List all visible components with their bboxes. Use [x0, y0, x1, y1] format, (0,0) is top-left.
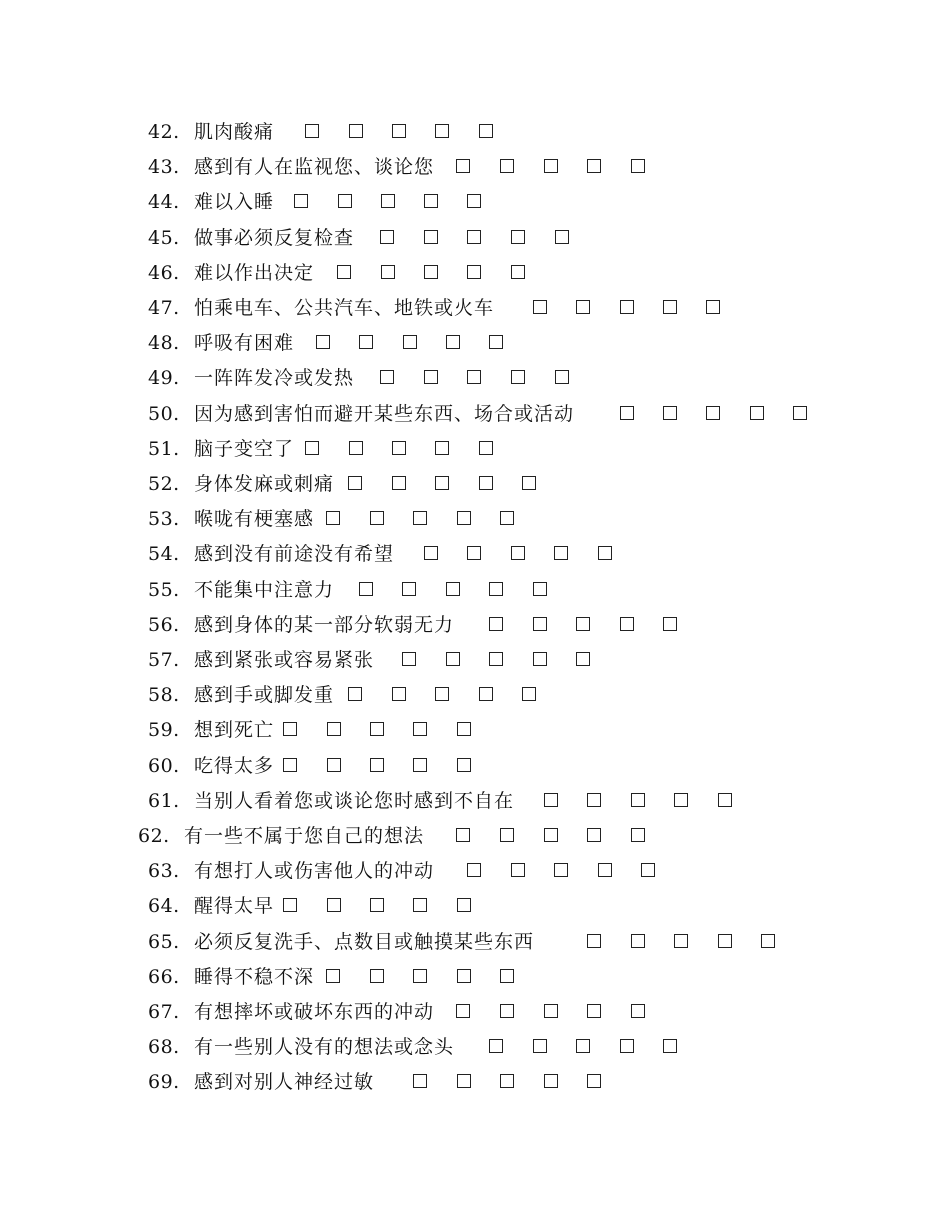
question-number: 69. [148, 1071, 180, 1094]
question-row [0, 190, 950, 225]
question-row [0, 507, 950, 542]
answer-checkbox-3[interactable] [446, 582, 460, 596]
answer-checkbox-2[interactable] [500, 1004, 514, 1018]
question-row [0, 120, 950, 155]
answer-checkbox-5[interactable] [457, 898, 471, 912]
question-text: 因为感到害怕而避开某些东西、场合或活动 [194, 402, 575, 425]
question-text: 感到手或脚发重 [194, 684, 335, 707]
answer-checkbox-3[interactable] [706, 406, 720, 420]
answer-checkbox-3[interactable] [370, 898, 384, 912]
answer-checkbox-4[interactable] [479, 687, 493, 701]
question-row [0, 296, 950, 331]
answer-checkbox-5[interactable] [467, 194, 481, 208]
answer-checkbox-4[interactable] [511, 370, 525, 384]
answer-checkbox-3[interactable] [381, 194, 395, 208]
answer-checkbox-5[interactable] [576, 652, 590, 666]
question-number: 42. [148, 121, 180, 143]
answer-checkbox-2[interactable] [631, 934, 645, 948]
answer-checkbox-1[interactable] [456, 159, 470, 173]
question-row [0, 648, 950, 683]
question-number: 67. [148, 1001, 180, 1023]
question-number: 64. [148, 895, 180, 918]
question-text: 感到身体的某一部分软弱无力 [194, 613, 455, 636]
question-text: 感到没有前途没有希望 [194, 543, 395, 566]
answer-checkbox-5[interactable] [479, 441, 493, 455]
question-text: 呼吸有困难 [194, 332, 295, 355]
question-text: 喉咙有梗塞感 [194, 508, 315, 531]
answer-checkbox-3[interactable] [489, 652, 503, 666]
answer-checkbox-3[interactable] [554, 863, 568, 877]
answer-checkbox-3[interactable] [370, 722, 384, 736]
answer-checkbox-1[interactable] [424, 546, 438, 560]
question-number: 52. [148, 473, 180, 495]
question-text: 肌肉酸痛 [194, 121, 275, 143]
question-text: 感到对别人神经过敏 [194, 1071, 375, 1094]
answer-checkbox-4[interactable] [587, 159, 601, 173]
question-text: 有一些不属于您自己的想法 [184, 825, 425, 847]
answer-checkbox-4[interactable] [413, 722, 427, 736]
answer-checkbox-2[interactable] [511, 863, 525, 877]
answer-checkbox-5[interactable] [533, 582, 547, 596]
answer-checkbox-3[interactable] [424, 265, 438, 279]
question-text: 脑子变空了 [194, 437, 295, 460]
answer-checkbox-1[interactable] [467, 863, 481, 877]
question-number: 56. [148, 613, 180, 636]
answer-checkbox-3[interactable] [500, 1074, 514, 1088]
answer-checkbox-1[interactable] [348, 476, 362, 490]
question-number: 62. [138, 825, 170, 847]
question-text: 难以入睡 [194, 191, 275, 214]
answer-checkbox-3[interactable] [467, 370, 481, 384]
question-text: 吃得太多 [194, 754, 275, 777]
question-number: 60. [148, 754, 180, 777]
answer-checkbox-4[interactable] [413, 758, 427, 772]
answer-checkbox-2[interactable] [533, 1039, 547, 1053]
question-row [0, 542, 950, 577]
answer-checkbox-4[interactable] [489, 582, 503, 596]
question-text: 一阵阵发冷或发热 [194, 367, 355, 390]
question-number: 59. [148, 719, 180, 742]
answer-checkbox-4[interactable] [587, 1004, 601, 1018]
question-text: 有想摔坏或破坏东西的冲动 [194, 1001, 435, 1023]
answer-checkbox-3[interactable] [674, 934, 688, 948]
answer-checkbox-1[interactable] [337, 265, 351, 279]
question-number: 58. [148, 684, 180, 707]
question-row [0, 683, 950, 718]
question-row [0, 613, 950, 648]
answer-checkbox-5[interactable] [663, 617, 677, 631]
answer-checkbox-1[interactable] [283, 898, 297, 912]
answer-checkbox-4[interactable] [554, 546, 568, 560]
question-text: 必须反复洗手、点数目或触摸某些东西 [194, 930, 535, 953]
question-number: 53. [148, 508, 180, 531]
answer-checkbox-3[interactable] [544, 1004, 558, 1018]
question-text: 睡得不稳不深 [194, 965, 315, 988]
question-row [0, 1070, 950, 1105]
answer-checkbox-2[interactable] [424, 230, 438, 244]
question-number: 55. [148, 578, 180, 601]
question-number: 46. [148, 261, 180, 284]
answer-checkbox-5[interactable] [500, 969, 514, 983]
question-number: 61. [148, 789, 180, 812]
answer-checkbox-2[interactable] [587, 793, 601, 807]
answer-checkbox-2[interactable] [457, 1074, 471, 1088]
question-number: 44. [148, 191, 180, 214]
question-text: 感到有人在监视您、谈论您 [194, 156, 435, 179]
answer-checkbox-1[interactable] [587, 934, 601, 948]
answer-checkbox-2[interactable] [338, 194, 352, 208]
question-text: 有一些别人没有的想法或念头 [194, 1036, 455, 1059]
answer-checkbox-1[interactable] [456, 828, 470, 842]
question-row [0, 718, 950, 753]
answer-checkbox-1[interactable] [489, 617, 503, 631]
answer-checkbox-2[interactable] [500, 828, 514, 842]
answer-checkbox-1[interactable] [359, 582, 373, 596]
answer-checkbox-4[interactable] [435, 441, 449, 455]
question-number: 57. [148, 649, 180, 671]
answer-checkbox-2[interactable] [392, 476, 406, 490]
answer-checkbox-5[interactable] [500, 511, 514, 525]
answer-checkbox-3[interactable] [413, 511, 427, 525]
question-text: 感到紧张或容易紧张 [194, 649, 375, 671]
question-row [0, 965, 950, 1000]
answer-checkbox-5[interactable] [718, 793, 732, 807]
answer-checkbox-5[interactable] [761, 934, 775, 948]
answer-checkbox-2[interactable] [402, 582, 416, 596]
answer-checkbox-2[interactable] [424, 370, 438, 384]
answer-checkbox-2[interactable] [446, 652, 460, 666]
answer-checkbox-1[interactable] [326, 511, 340, 525]
question-text: 醒得太早 [194, 895, 275, 918]
answer-checkbox-4[interactable] [598, 863, 612, 877]
answer-checkbox-3[interactable] [435, 476, 449, 490]
answer-checkbox-4[interactable] [674, 793, 688, 807]
answer-checkbox-5[interactable] [457, 758, 471, 772]
answer-checkbox-1[interactable] [620, 406, 634, 420]
question-number: 51. [148, 437, 180, 460]
answer-checkbox-3[interactable] [511, 546, 525, 560]
answer-checkbox-2[interactable] [327, 898, 341, 912]
answer-checkbox-3[interactable] [620, 300, 634, 314]
answer-checkbox-5[interactable] [631, 1004, 645, 1018]
question-row [0, 261, 950, 296]
question-text: 有想打人或伤害他人的冲动 [194, 860, 435, 883]
question-row [0, 155, 950, 190]
question-number: 49. [148, 367, 180, 390]
question-number: 43. [148, 156, 180, 179]
answer-checkbox-5[interactable] [663, 1039, 677, 1053]
answer-checkbox-2[interactable] [349, 124, 363, 138]
answer-checkbox-3[interactable] [413, 969, 427, 983]
answer-checkbox-3[interactable] [631, 793, 645, 807]
answer-checkbox-5[interactable] [555, 230, 569, 244]
answer-checkbox-2[interactable] [349, 441, 363, 455]
answer-checkbox-5[interactable] [511, 265, 525, 279]
question-row [0, 226, 950, 261]
answer-checkbox-5[interactable] [598, 546, 612, 560]
question-number: 54. [148, 543, 180, 566]
question-row [0, 578, 950, 613]
answer-checkbox-4[interactable] [413, 898, 427, 912]
answer-checkbox-1[interactable] [316, 335, 330, 349]
answer-checkbox-3[interactable] [544, 159, 558, 173]
answer-checkbox-3[interactable] [576, 617, 590, 631]
answer-checkbox-3[interactable] [435, 687, 449, 701]
answer-checkbox-5[interactable] [793, 406, 807, 420]
answer-checkbox-5[interactable] [641, 863, 655, 877]
answer-checkbox-4[interactable] [457, 511, 471, 525]
question-text: 怕乘电车、公共汽车、地铁或火车 [194, 297, 495, 319]
answer-checkbox-4[interactable] [467, 265, 481, 279]
answer-checkbox-4[interactable] [479, 476, 493, 490]
question-row [0, 894, 950, 929]
answer-checkbox-2[interactable] [327, 758, 341, 772]
question-row [0, 789, 950, 824]
question-number: 68. [148, 1036, 180, 1059]
answer-checkbox-4[interactable] [750, 406, 764, 420]
question-number: 63. [148, 860, 180, 883]
answer-checkbox-1[interactable] [348, 687, 362, 701]
answer-checkbox-4[interactable] [544, 1074, 558, 1088]
answer-checkbox-1[interactable] [489, 1039, 503, 1053]
answer-checkbox-5[interactable] [457, 722, 471, 736]
question-number: 47. [148, 297, 180, 319]
answer-checkbox-4[interactable] [620, 1039, 634, 1053]
question-number: 66. [148, 965, 180, 988]
answer-checkbox-1[interactable] [283, 722, 297, 736]
answer-checkbox-3[interactable] [403, 335, 417, 349]
answer-checkbox-2[interactable] [359, 335, 373, 349]
answer-checkbox-5[interactable] [631, 159, 645, 173]
answer-checkbox-2[interactable] [392, 687, 406, 701]
answer-checkbox-2[interactable] [576, 300, 590, 314]
question-row [0, 754, 950, 789]
answer-checkbox-3[interactable] [544, 828, 558, 842]
question-number: 65. [148, 930, 180, 953]
answer-checkbox-3[interactable] [370, 758, 384, 772]
answer-checkbox-2[interactable] [500, 159, 514, 173]
question-row [0, 824, 950, 859]
answer-checkbox-4[interactable] [511, 230, 525, 244]
answer-checkbox-1[interactable] [402, 652, 416, 666]
question-text: 难以作出决定 [194, 261, 315, 284]
answer-checkbox-1[interactable] [544, 793, 558, 807]
answer-checkbox-2[interactable] [663, 406, 677, 420]
answer-checkbox-2[interactable] [327, 722, 341, 736]
question-row [0, 331, 950, 366]
answer-checkbox-5[interactable] [555, 370, 569, 384]
answer-checkbox-4[interactable] [718, 934, 732, 948]
answer-checkbox-2[interactable] [467, 546, 481, 560]
answer-checkbox-4[interactable] [457, 969, 471, 983]
question-row [0, 437, 950, 472]
answer-checkbox-2[interactable] [381, 265, 395, 279]
answer-checkbox-4[interactable] [587, 828, 601, 842]
answer-checkbox-1[interactable] [283, 758, 297, 772]
answer-checkbox-4[interactable] [533, 652, 547, 666]
answer-checkbox-1[interactable] [305, 124, 319, 138]
answer-checkbox-2[interactable] [533, 617, 547, 631]
answer-checkbox-5[interactable] [479, 124, 493, 138]
answer-checkbox-1[interactable] [380, 230, 394, 244]
answer-checkbox-5[interactable] [587, 1074, 601, 1088]
question-text: 身体发麻或刺痛 [194, 473, 335, 495]
answer-checkbox-5[interactable] [631, 828, 645, 842]
question-number: 48. [148, 332, 180, 355]
question-number: 50. [148, 402, 180, 425]
answer-checkbox-5[interactable] [489, 335, 503, 349]
answer-checkbox-3[interactable] [467, 230, 481, 244]
question-text: 想到死亡 [194, 719, 275, 742]
answer-checkbox-1[interactable] [380, 370, 394, 384]
answer-checkbox-4[interactable] [446, 335, 460, 349]
answer-checkbox-3[interactable] [576, 1039, 590, 1053]
question-row [0, 366, 950, 401]
question-row [0, 859, 950, 894]
answer-checkbox-1[interactable] [533, 300, 547, 314]
question-row [0, 402, 950, 437]
answer-checkbox-3[interactable] [392, 441, 406, 455]
question-text: 做事必须反复检查 [194, 226, 355, 249]
question-text: 不能集中注意力 [194, 578, 335, 601]
question-row [0, 472, 950, 507]
answer-checkbox-5[interactable] [522, 687, 536, 701]
answer-checkbox-1[interactable] [294, 194, 308, 208]
answer-checkbox-5[interactable] [706, 300, 720, 314]
question-row [0, 1000, 950, 1035]
answer-checkbox-2[interactable] [370, 511, 384, 525]
answer-checkbox-2[interactable] [370, 969, 384, 983]
question-row [0, 930, 950, 965]
question-number: 45. [148, 226, 180, 249]
answer-checkbox-3[interactable] [392, 124, 406, 138]
answer-checkbox-1[interactable] [413, 1074, 427, 1088]
answer-checkbox-1[interactable] [456, 1004, 470, 1018]
answer-checkbox-4[interactable] [663, 300, 677, 314]
answer-checkbox-1[interactable] [326, 969, 340, 983]
answer-checkbox-4[interactable] [424, 194, 438, 208]
question-text: 当别人看着您或谈论您时感到不自在 [194, 789, 515, 812]
answer-checkbox-4[interactable] [620, 617, 634, 631]
answer-checkbox-1[interactable] [305, 441, 319, 455]
answer-checkbox-5[interactable] [522, 476, 536, 490]
answer-checkbox-4[interactable] [435, 124, 449, 138]
question-row [0, 1035, 950, 1070]
